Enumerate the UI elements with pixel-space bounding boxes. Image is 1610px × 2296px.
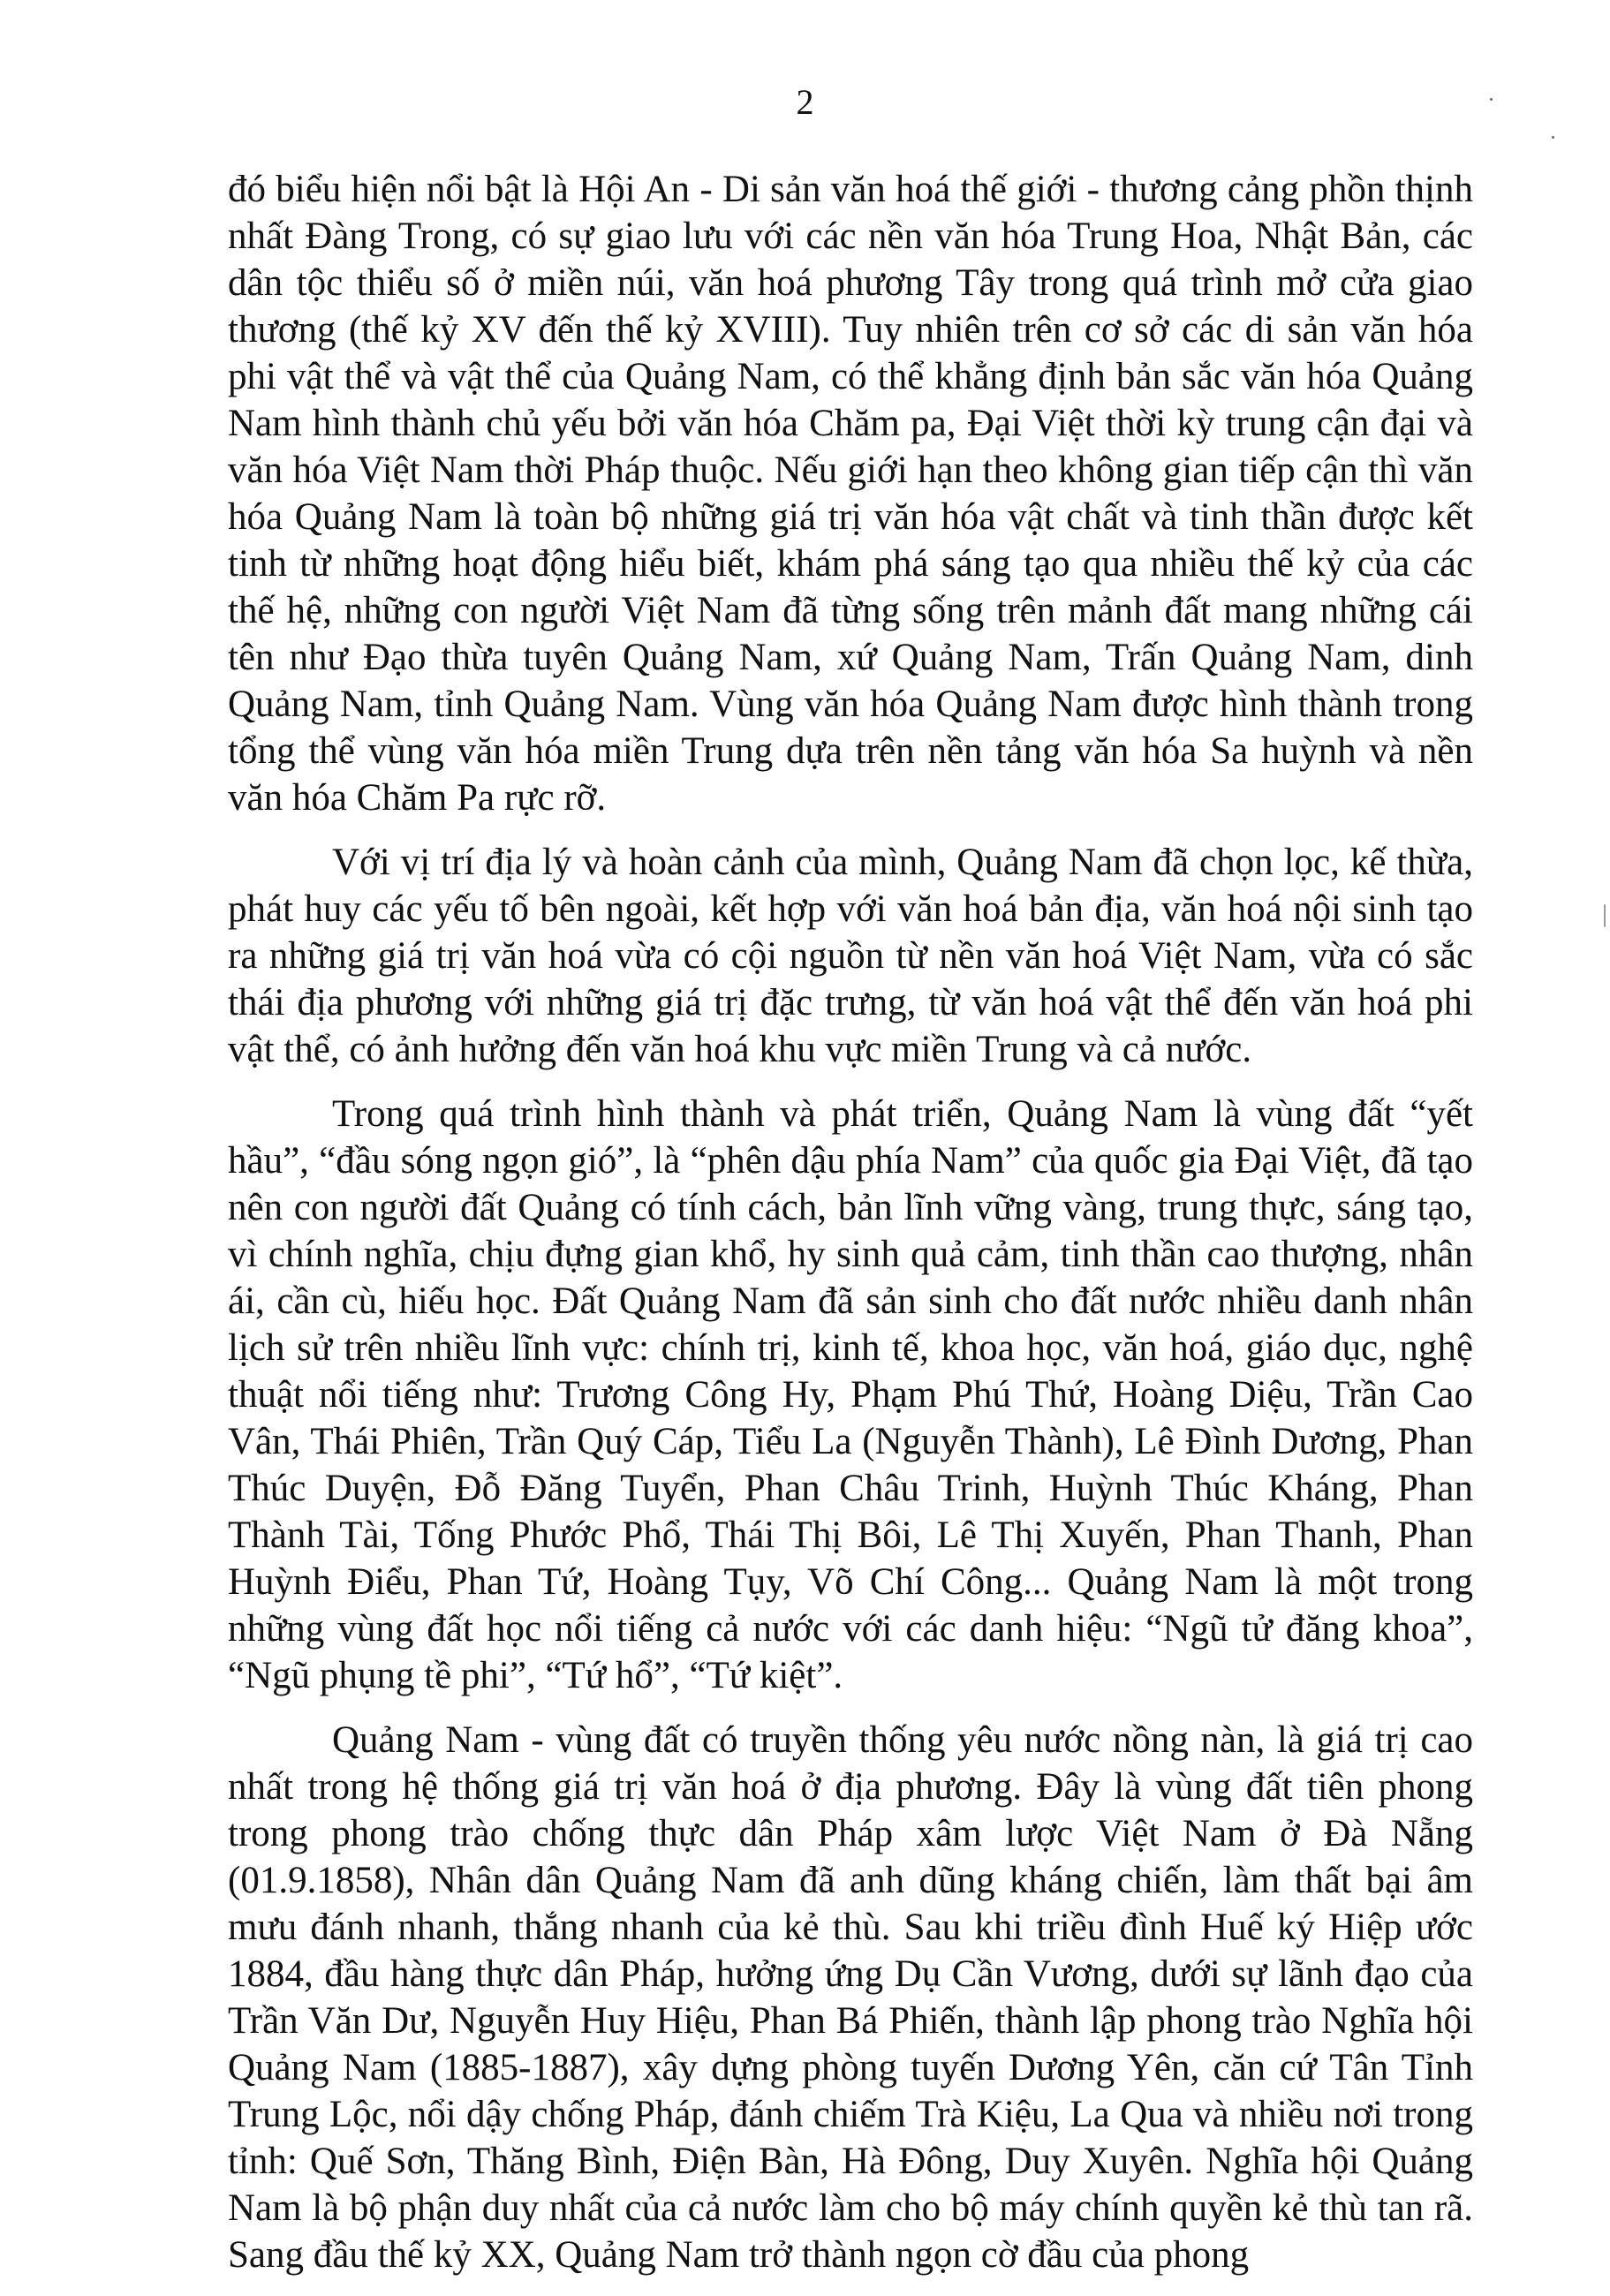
paragraph-1: đó biểu hiện nổi bật là Hội An - Di sản văn hoá thế giới - thương cảng phồn thịnh nhất Đàng Trong, có sự giao lưu với các nền văn hóa Trung Hoa, Nhật Bản, các dân tộc thiểu số ở miền núi, văn hoá phương Tây trong quá trình mở cửa giao thương (thế kỷ XV đến thế kỷ XVIII). Tuy nhiên trên cơ sở các di sản văn hóa phi vật thể và vật thể của Quảng Nam, có thể khẳng định bản sắc văn hóa Quảng Nam hình thành chủ yếu bởi văn hóa Chăm pa, Đại Việt thời kỳ trung cận đại và văn hóa Việt Nam thời Pháp thuộc. Nếu giới hạn theo không gian tiếp cận thì văn hóa Quảng Nam là toàn bộ những giá trị văn hóa vật chất và tinh thần được kết tinh từ những hoạt động hiểu biết, khám phá sáng tạo qua nhiều thế kỷ của các thế hệ, những con người Việt Nam đã từng sống trên mảnh đất mang những cái tên như Đạo thừa tuyên Quảng Nam, xứ Quảng Nam, Trấn Quảng Nam, dinh Quảng Nam, tỉnh Quảng Nam. Vùng văn hóa Quảng Nam được hình thành trong tổng thể vùng văn hóa miền Trung dựa trên nền tảng văn hóa Sa huỳnh và nền văn hóa Chăm Pa rực rỡ. (228, 169, 1473, 819)
paragraph-2: Với vị trí địa lý và hoàn cảnh của mình, Quảng Nam đã chọn lọc, kế thừa, phát huy các yếu tố bên ngoài, kết hợp với văn hoá bản địa, văn hoá nội sinh tạo ra những giá trị văn hoá vừa có cội nguồn từ nền văn hoá Việt Nam, vừa có sắc thái địa phương với những giá trị đặc trưng, từ văn hoá vật thể đến văn hoá phi vật thể, có ảnh hưởng đến văn hoá khu vực miền Trung và cả nước. (228, 842, 1473, 1070)
paragraph-3: Trong quá trình hình thành và phát triển, Quảng Nam là vùng đất “yết hầu”, “đầu sóng ngọn gió”, là “phên dậu phía Nam” của quốc gia Đại Việt, đã tạo nên con người đất Quảng có tính cách, bản lĩnh vững vàng, trung thực, sáng tạo, vì chính nghĩa, chịu đựng gian khổ, hy sinh quả cảm, tinh thần cao thượng, nhân ái, cần cù, hiếu học. Đất Quảng Nam đã sản sinh cho đất nước nhiều danh nhân lịch sử trên nhiều lĩnh vực: chính trị, kinh tế, khoa học, văn hoá, giáo dục, nghệ thuật nổi tiếng như: Trương Công Hy, Phạm Phú Thứ, Hoàng Diệu, Trần Cao Vân, Thái Phiên, Trần Quý Cáp, Tiểu La (Nguyễn Thành), Lê Đình Dương, Phan Thúc Duyện, Đỗ Đăng Tuyển, Phan Châu Trinh, Huỳnh Thúc Kháng, Phan Thành Tài, Tống Phước Phổ, Thái Thị Bôi, Lê Thị Xuyến, Phan Thanh, Phan Huỳnh Điểu, Phan Tứ, Hoàng Tụy, Võ Chí Công... Quảng Nam là một trong những vùng đất học nổi tiếng cả nước với các danh hiệu: “Ngũ tử đăng khoa”, “Ngũ phụng tề phi”, “Tứ hổ”, “Tứ kiệt”. (228, 1093, 1473, 1696)
scan-edge-mark (1604, 904, 1606, 927)
scan-speck (1552, 136, 1554, 139)
page-number: 2 (796, 82, 814, 122)
document-body (228, 166, 1473, 2296)
paragraph-4: Quảng Nam - vùng đất có truyền thống yêu nước nồng nàn, là giá trị cao nhất trong hệ thống giá trị văn hoá ở địa phương. Đây là vùng đất tiên phong trong phong trào chống thực dân Pháp xâm lược Việt Nam ở Đà Nẵng (01.9.1858), Nhân dân Quảng Nam đã anh dũng kháng chiến, làm thất bại âm mưu đánh nhanh, thắng nhanh của kẻ thù. Sau khi triều đình Huế ký Hiệp ước 1884, đầu hàng thực dân Pháp, hưởng ứng Dụ Cần Vương, dưới sự lãnh đạo của Trần Văn Dư, Nguyễn Huy Hiệu, Phan Bá Phiến, thành lập phong trào Nghĩa hội Quảng Nam (1885-1887), xây dựng phòng tuyến Dương Yên, căn cứ Tân Tỉnh Trung Lộc, nổi dậy chống Pháp, đánh chiếm Trà Kiệu, La Qua và nhiều nơi trong tỉnh: Quế Sơn, Thăng Bình, Điện Bàn, Hà Đông, Duy Xuyên. Nghĩa hội Quảng Nam là bộ phận duy nhất của cả nước làm cho bộ máy chính quyền kẻ thù tan rã. Sang đầu thế kỷ XX, Quảng Nam trở thành ngọn cờ đầu của phong (228, 1719, 1473, 2276)
